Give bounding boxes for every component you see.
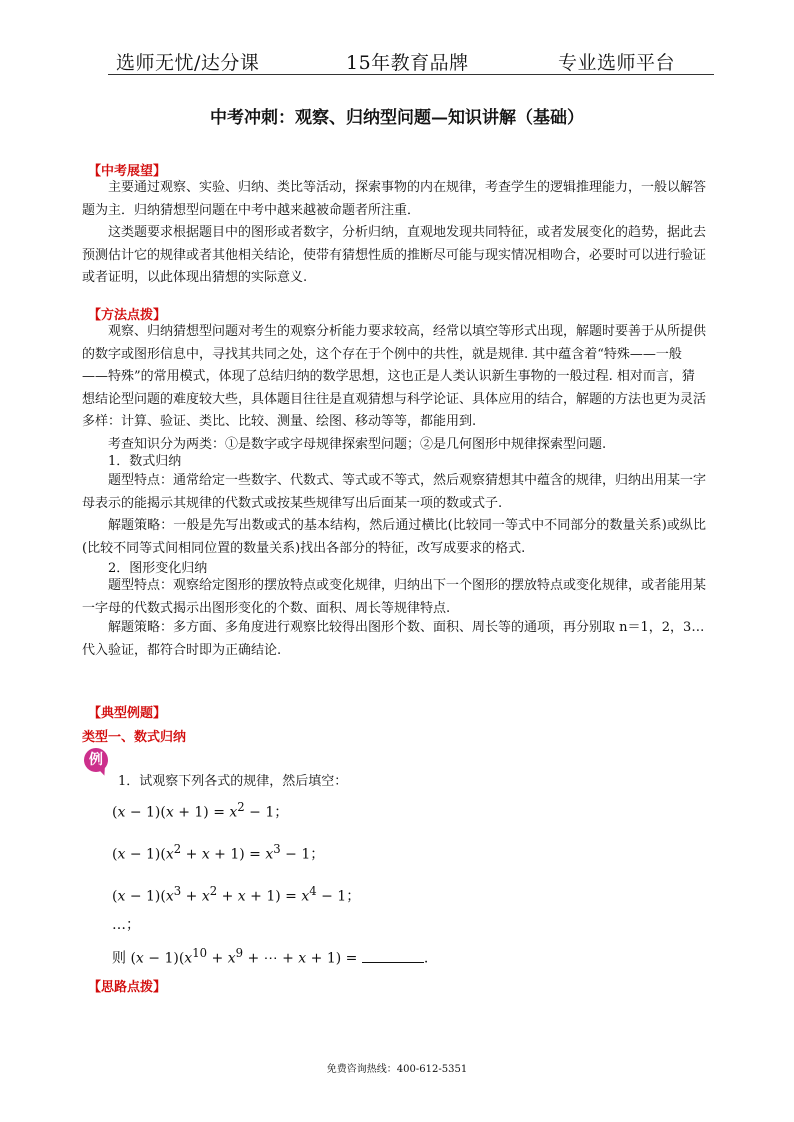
header-center: 15年教育品牌 <box>346 52 469 74</box>
method-sub1-title: 1．数式归纳 <box>108 454 182 469</box>
outlook-paragraph-1: 主要通过观察、实验、归纳、类比等活动，探索事物的内在规律，考查学生的逻辑推理能力，一般以解答题为主．归纳猜想型问题在中考中越来越被命题者所注重． <box>82 180 707 218</box>
method-sub2-title: 2．图形变化归纳 <box>108 561 208 576</box>
method-sub2-strategy: 解题策略：多方面、多角度进行观察比较得出图形个数、面积、周长等的通项，再分别取 n＝1，2，3…代入验证，都符合时即为正确结论. <box>82 620 705 658</box>
outlook-paragraph-2: 这类题要求根据题目中的图形或者数字，分析归纳，直观地发现共同特征，或者发展变化的趋势，据此去预测估计它的规律或者其他相关结论，使带有猜想性质的推断尽可能与现实情况相吻合，必要时可以进行验证或者证明，以此体现出猜想的实际意义. <box>82 225 707 285</box>
example-question: 1．试观察下列各式的规律，然后填空： <box>118 774 348 789</box>
method-sub2-features: 题型特点：观察给定图形的摆放特点或变化规律，归纳出下一个图形的摆放特点或变化规律，或者能用某一字母的代数式揭示出图形变化的个数、面积、周长等规律特点. <box>82 578 707 616</box>
example-badge-icon: 例 <box>84 748 108 772</box>
page-title: 中考冲刺：观察、归纳型问题—知识讲解（基础） <box>210 108 584 128</box>
header-right: 专业选师平台 <box>558 52 676 74</box>
equation-2: $(x - 1)(x^2 + x + 1) = x^3 - 1$； <box>112 842 325 863</box>
answer-blank[interactable] <box>362 950 424 963</box>
method-sub1-features: 题型特点：通常给定一些数字、代数式、等式或不等式，然后观察猜想其中蕴含的规律，归纳出用某一字母表示的能揭示其规律的代数式或按某些规律写出后面某一项的数或式子. <box>82 473 707 511</box>
method-paragraph-2: 考查知识分为两类：①是数字或字母规律探索型问题；②是几何图形中规律探索型问题. <box>108 437 607 452</box>
type1-heading: 类型一、数式归纳 <box>82 730 187 745</box>
equation-ellipsis: …； <box>112 917 140 933</box>
equation-3: $(x - 1)(x^3 + x^2 + x + 1) = x^4 - 1$； <box>112 884 361 905</box>
hint-heading: 【思路点拨】 <box>88 980 167 995</box>
examples-heading: 【典型例题】 <box>88 706 167 721</box>
page-header <box>108 46 714 75</box>
footer-hotline: 免费咨询热线：400-612-5351 <box>326 1064 468 1075</box>
header-left: 选师无忧/达分课 <box>116 52 260 74</box>
method-paragraph-1: 观察、归纳猜想型问题对考生的观察分析能力要求较高，经常以填空等形式出现，解题时要善于从所提供的数字或图形信息中，寻找其共同之处，这个存在于个例中的共性，就是规律. 其中蕴含着“特殊——一般——特殊”的常用模式，体现了总结归纳的数学思想，这也正是人类认识新生事物的一般过程. 相对而言，猜想结论型问题的难度较大些，具体题目往往是直观猜想与科学论证、具体应用的结合，解题的方法也更为灵活多样：计算、验证、类比、比较、测量、绘图、移动等等，都能用到. <box>82 324 707 429</box>
equation-1: $(x - 1)(x + 1) = x^2 - 1$； <box>112 800 289 821</box>
equation-question: 则 $(x - 1)(x^{10} + x^9$ + ⋯ + x + 1) = . <box>112 946 429 967</box>
then-label: 则 <box>112 950 126 967</box>
method-sub1-strategy: 解题策略：一般是先写出数或式的基本结构，然后通过横比(比较同一等式中不同部分的数量关系)或纵比(比较不同等式间相同位置的数量关系)找出各部分的特征，改写成要求的格式. <box>82 518 706 556</box>
method-heading: 【方法点拨】 <box>88 308 167 323</box>
outlook-heading: 【中考展望】 <box>88 164 167 179</box>
